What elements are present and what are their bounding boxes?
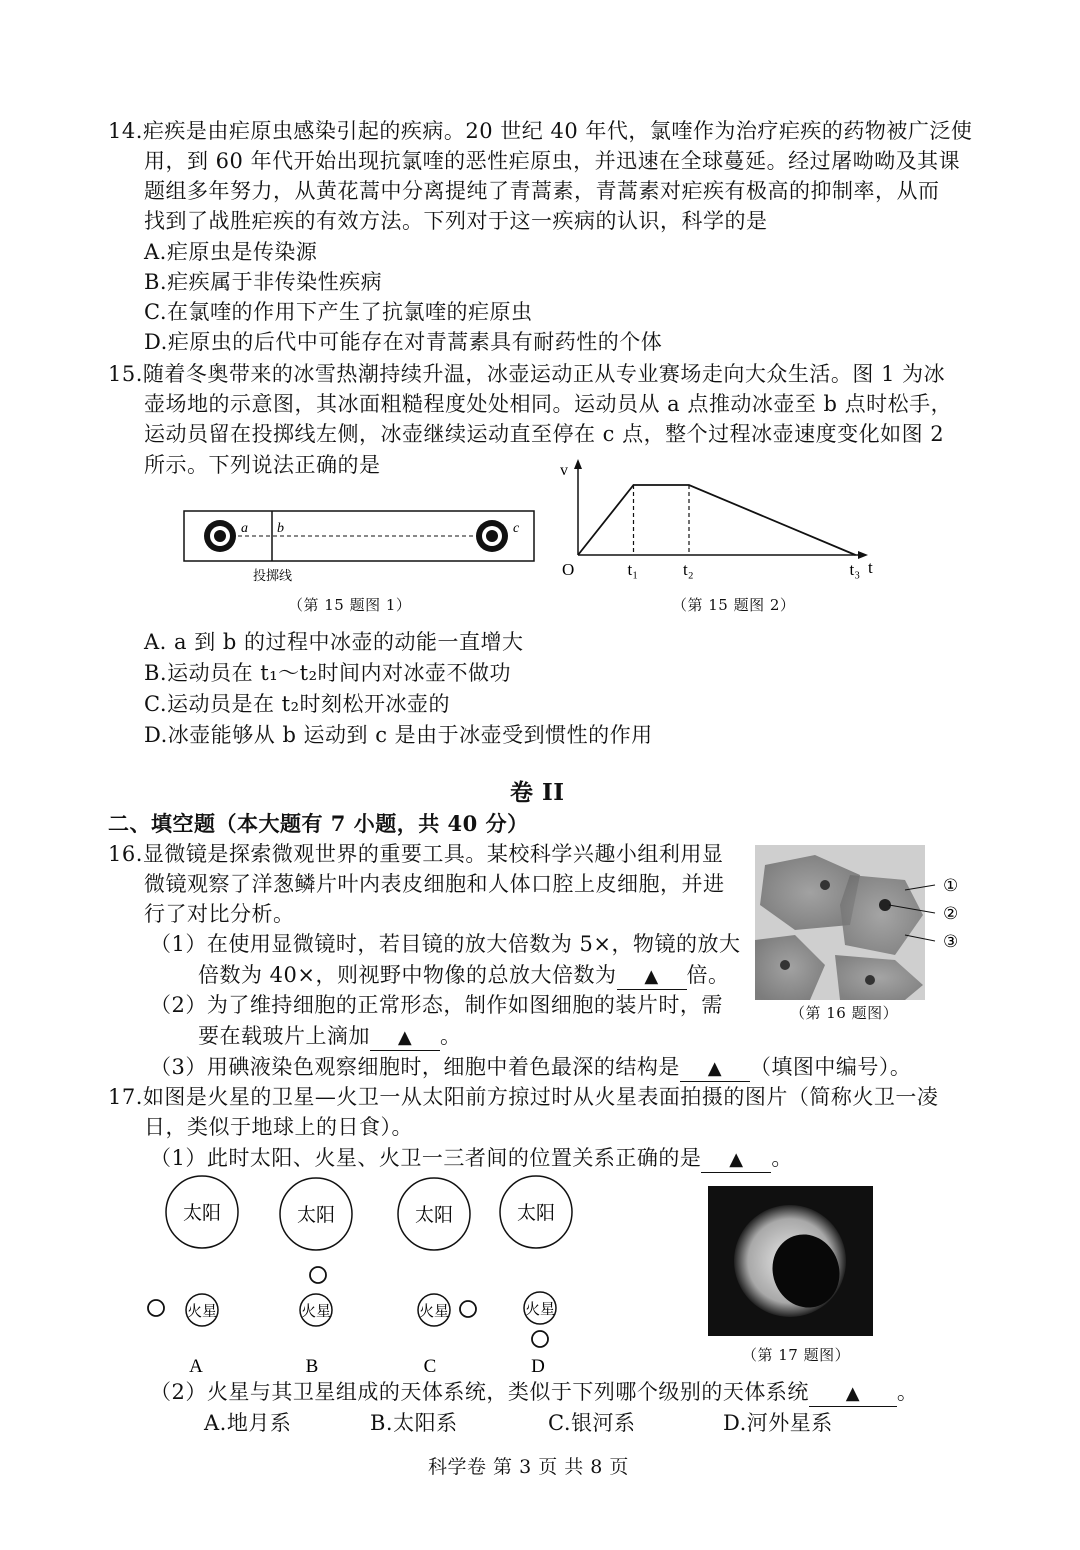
curling-rink-figure [180, 505, 540, 595]
x-axis-arrow [858, 551, 868, 559]
mars-label-a: 火星 [186, 1302, 218, 1320]
q16-part1-line1: （1）在使用显微镜时，若目镜的放大倍数为 5×，物镜的放大 [150, 932, 741, 956]
sun-label-d: 太阳 [516, 1202, 556, 1224]
choice-a-label: A [189, 1356, 203, 1377]
page-footer: 科学卷 第 3 页 共 8 页 [428, 1456, 629, 1478]
q16-stem-line-2: 微镜观察了洋葱鳞片叶内表皮细胞和人体口腔上皮细胞，并进 [144, 872, 725, 896]
x-tick-label: t₁ [627, 560, 639, 579]
sun-mars-phobos-diagrams [150, 1172, 600, 1382]
q16-part1-line2 [198, 960, 730, 990]
label-2: ② [943, 904, 959, 924]
x-tick-label: O [562, 560, 575, 579]
x-tick-label: t₃ [849, 560, 861, 579]
q14-option-b: B.疟疾属于非传染性疾病 [144, 270, 383, 294]
answer-mark: ▲ [845, 1383, 861, 1404]
point-b-label: b [277, 521, 284, 536]
mars-label-d: 火星 [524, 1300, 556, 1318]
section-heading: 二、填空题（本大题有 7 小题，共 40 分） [108, 811, 529, 836]
q16-part3 [150, 1052, 911, 1082]
x-tick-label: t₂ [683, 560, 694, 579]
mars-label-c: 火星 [418, 1302, 450, 1320]
q15-fig2-caption: （第 15 题图 2） [672, 596, 796, 614]
q16-part2-text: 要在载玻片上滴加 [198, 1024, 370, 1048]
q16-part3-blank[interactable] [680, 1055, 750, 1082]
y-axis-arrow [574, 459, 582, 469]
phobos-d [532, 1331, 548, 1347]
label-3: ③ [943, 932, 959, 952]
volume-title: 卷 II [510, 779, 565, 806]
q16-part1-unit: 倍。 [686, 963, 730, 987]
answer-mark: ▲ [729, 1149, 744, 1170]
q16-part2-line2 [198, 1021, 462, 1051]
q16-stem-line-3: 行了对比分析。 [144, 902, 295, 926]
q15-stem-line-3: 运动员留在投掷线左侧，冰壶继续运动直至停在 c 点，整个过程冰壶速度变化如图 2 [144, 422, 945, 446]
sun-label-b: 太阳 [296, 1204, 336, 1226]
q16-part1-text: 倍数为 40×，则视野中物像的总放大倍数为 [198, 963, 617, 987]
label-1: ① [943, 876, 959, 896]
choice-c-label: C [423, 1356, 437, 1377]
velocity-series-line [578, 485, 856, 555]
throw-line-label: 投掷线 [253, 569, 293, 584]
q16-part3-text: （3）用碘液染色观察细胞时，细胞中着色最深的结构是 [150, 1055, 680, 1079]
q14-stem-line-4: 找到了战胜疟疾的有效方法。下列对于这一疾病的认识，科学的是 [144, 209, 768, 233]
q16-fig-caption: （第 16 题图） [790, 1004, 899, 1022]
answer-mark: ▲ [397, 1027, 413, 1048]
diagram-a[interactable] [148, 1176, 238, 1377]
phobos-a [148, 1300, 164, 1316]
q17-part2-text: （2）火星与其卫星组成的天体系统，类似于下列哪个级别的天体系统 [150, 1380, 809, 1404]
y-axis-label: v [560, 462, 568, 479]
q17-option-a: A.地月系 [204, 1411, 292, 1435]
cheek-cell-micrograph [755, 845, 970, 1005]
q17-option-b: B.太阳系 [370, 1411, 458, 1435]
q14-stem-line-1: 14.疟疾是由疟原虫感染引起的疾病。20 世纪 40 年代，氯喹作为治疗疟疾的药物被广泛使 [108, 119, 973, 143]
q15-option-a: A. a 到 b 的过程中冰壶的动能一直增大 [144, 630, 524, 654]
q14-option-c: C.在氯喹的作用下产生了抗氯喹的疟原虫 [144, 300, 533, 324]
choice-d-label: D [531, 1356, 545, 1377]
q17-stem-line-1: 17.如图是火星的卫星—火卫一从太阳前方掠过时从火星表面拍摄的图片（简称火卫一凌 [108, 1085, 939, 1109]
phobos-c [460, 1301, 476, 1317]
point-c-label: c [513, 521, 520, 536]
q15-option-d: D.冰壶能够从 b 运动到 c 是由于冰壶受到惯性的作用 [144, 723, 653, 747]
diagram-d[interactable] [500, 1176, 572, 1377]
q17-part1-text: （1）此时太阳、火星、火卫一三者间的位置关系正确的是 [150, 1146, 702, 1170]
q17-part1-end: 。 [771, 1146, 793, 1170]
q15-option-c: C.运动员是在 t₂时刻松开冰壶的 [144, 692, 451, 716]
diagram-c[interactable] [398, 1178, 476, 1377]
q16-stem-line-1: 16.显微镜是探索微观世界的重要工具。某校科学兴趣小组利用显 [108, 842, 724, 866]
q14-option-d: D.疟原虫的后代中可能存在对青蒿素具有耐药性的个体 [144, 330, 663, 354]
choice-b-label: B [305, 1356, 319, 1377]
q16-part1-blank[interactable] [617, 963, 687, 990]
phobos-transit-photo [708, 1186, 873, 1336]
q17-photo-caption: （第 17 题图） [742, 1346, 851, 1364]
q16-part2-blank[interactable] [370, 1024, 440, 1051]
q16-part3-end: （填图中编号）。 [749, 1055, 912, 1079]
q15-stem-line-1: 15.随着冬奥带来的冰雪热潮持续升温，冰壶运动正从专业赛场走向大众生活。图 1 为冰 [108, 362, 946, 386]
house-target-left [204, 520, 236, 552]
point-a-label: a [241, 521, 248, 536]
answer-mark: ▲ [707, 1058, 723, 1079]
x-axis-label: t [868, 558, 873, 577]
sun-label-a: 太阳 [182, 1202, 222, 1224]
sun-label-c: 太阳 [414, 1204, 454, 1226]
q17-part1 [150, 1143, 793, 1173]
q15-stem-line-2: 壶场地的示意图，其冰面粗糙程度处处相同。运动员从 a 点推动冰壶至 b 点时松手， [144, 392, 953, 416]
q17-part2-blank[interactable] [809, 1380, 897, 1407]
q16-part2-line1: （2）为了维持细胞的正常形态，制作如图细胞的装片时，需 [150, 993, 723, 1017]
q14-option-a: A.疟原虫是传染源 [144, 240, 318, 264]
q14-stem-line-2: 用，到 60 年代开始出现抗氯喹的恶性疟原虫，并迅速在全球蔓延。经过屠呦呦及其课 [144, 149, 961, 173]
q14-stem-line-3: 题组多年努力，从黄花蒿中分离提纯了青蒿素，青蒿素对疟疾有极高的抑制率，从而 [144, 179, 940, 203]
q17-part2 [150, 1377, 918, 1407]
q16-part2-end: 。 [440, 1024, 462, 1048]
diagram-b[interactable] [280, 1178, 352, 1377]
q17-option-d: D.河外星系 [723, 1411, 833, 1435]
phobos-b [310, 1267, 326, 1283]
q17-stem-line-2: 日，类似于地球上的日食）。 [144, 1115, 413, 1139]
q17-part2-end: 。 [896, 1380, 919, 1404]
q15-fig1-caption: （第 15 题图 1） [288, 596, 412, 614]
q15-stem-line-4: 所示。下列说法正确的是 [144, 453, 381, 477]
velocity-time-chart [560, 455, 890, 585]
q17-option-c: C.银河系 [548, 1411, 636, 1435]
q17-part1-blank[interactable] [701, 1146, 771, 1173]
answer-mark: ▲ [644, 966, 659, 987]
house-target-right [476, 520, 508, 552]
mars-label-b: 火星 [300, 1302, 332, 1320]
q15-option-b: B.运动员在 t₁～t₂时间内对冰壶不做功 [144, 661, 511, 685]
